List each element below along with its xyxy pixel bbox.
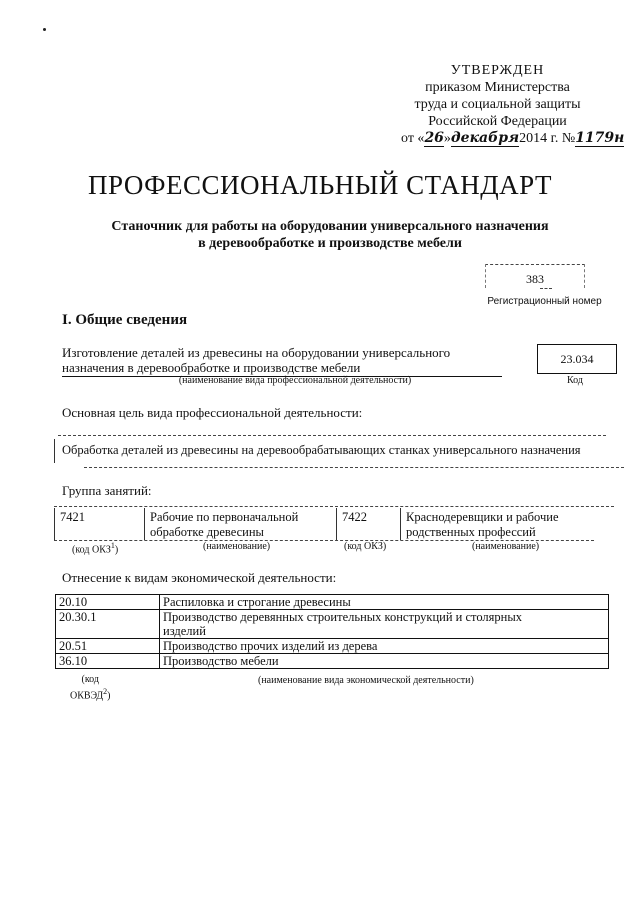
table-row <box>56 654 609 669</box>
okved-code: 36.10 <box>56 654 160 669</box>
approval-heading: УТВЕРЖДЕН <box>450 63 545 78</box>
registration-number: 383 <box>526 272 544 286</box>
goalbox-left-border <box>54 439 55 463</box>
footnote-mark-2: 2 <box>103 687 108 696</box>
standard-name-line-2: в деревообработке и производстве мебели <box>198 236 462 251</box>
approval-line-3: Российской Федерации <box>428 114 567 129</box>
okz-name-1 <box>150 510 298 540</box>
okz-name-2 <box>406 510 559 540</box>
approval-line-1: приказом Министерства <box>425 80 570 95</box>
okz-code-1: 7421 <box>60 510 85 524</box>
date-prefix: от « <box>401 131 425 146</box>
scan-speck <box>43 28 46 31</box>
okved-code-caption-end: ) <box>107 690 111 702</box>
activity-kind-code-caption: Код <box>567 375 583 386</box>
date-mid: » <box>443 131 451 146</box>
okved-code-caption-line-2 <box>70 686 111 702</box>
occupation-top-border <box>54 506 614 507</box>
registration-number-label: Регистрационный номер <box>487 296 602 307</box>
goal-text: Обработка деталей из древесины на деревообрабатывающих станках универсального назначения <box>62 443 581 457</box>
activity-kind-caption: (наименование вида профессиональной деятельности) <box>178 375 412 386</box>
okved-code-caption-text: ОКВЭД <box>70 690 104 702</box>
goal-box <box>54 435 609 467</box>
activity-kind-name <box>62 345 502 377</box>
approval-block <box>395 62 625 147</box>
regbox-top-border <box>485 264 585 265</box>
okz-name-2-line-1: Краснодеревщики и рабочие <box>406 510 559 524</box>
handwritten-order-number: 1179н <box>575 130 625 146</box>
activity-kind-code: 23.034 <box>537 344 617 374</box>
standard-name <box>60 218 600 252</box>
table-row <box>56 610 609 639</box>
occupation-divider-2 <box>336 508 337 540</box>
document-title: ПРОФЕССИОНАЛЬНЫЙ СТАНДАРТ <box>87 170 553 200</box>
table-row <box>56 595 609 610</box>
activity-kind-line-2: назначения в деревообработке и производстве мебели <box>62 360 361 375</box>
okz-name-caption-1: (наименование) <box>203 541 271 552</box>
okved-name: Производство деревянных строительных конструкций и столярных изделий <box>160 610 609 639</box>
goal-label: Основная цель вида профессиональной деятельности: <box>62 405 363 420</box>
occupation-divider-1 <box>144 508 145 540</box>
goalbox-bottom-border <box>84 467 624 468</box>
approval-line-2: труда и социальной защиты <box>414 97 581 112</box>
okved-name-caption: (наименование вида экономической деятельности) <box>258 675 474 686</box>
occupation-left-border <box>54 508 55 540</box>
okz-code-caption-2: (код ОКЗ) <box>344 541 387 552</box>
okved-code-caption-line-1: (код <box>81 674 99 685</box>
activity-kind-line-1: Изготовление деталей из древесины на оборудовании универсального <box>62 345 451 360</box>
okz-code-caption-1 <box>72 541 118 555</box>
occupation-group-row <box>54 506 614 542</box>
okved-table <box>55 594 609 669</box>
okved-name: Распиловка и строгание древесины <box>160 595 609 610</box>
table-row <box>56 639 609 654</box>
approval-date-line <box>395 130 625 147</box>
okved-code: 20.51 <box>56 639 160 654</box>
section-heading: I. Общие сведения <box>62 312 188 328</box>
okved-name: Производство мебели <box>160 654 609 669</box>
okz-name-2-line-2: родственных профессий <box>406 525 536 539</box>
okz-name-caption-2: (наименование) <box>472 541 540 552</box>
okz-code-caption-1-end: ) <box>114 544 119 556</box>
standard-name-line-1: Станочник для работы на оборудовании универсального назначения <box>111 219 549 234</box>
okved-code-caption <box>70 674 111 702</box>
okved-code: 20.10 <box>56 595 160 610</box>
okz-code-caption-1-text: (код ОКЗ <box>72 544 111 556</box>
economic-activity-label: Отнесение к видам экономической деятельности: <box>62 570 337 585</box>
footnote-mark-1: 1 <box>110 541 115 550</box>
goalbox-top-border <box>58 435 606 436</box>
okved-name: Производство прочих изделий из дерева <box>160 639 609 654</box>
okz-name-1-line-1: Рабочие по первоначальной <box>150 510 299 524</box>
handwritten-day: 26 <box>424 130 444 146</box>
okved-code: 20.30.1 <box>56 610 160 639</box>
registration-number-box <box>485 264 585 288</box>
okz-name-1-line-2: обработке древесины <box>150 525 264 539</box>
occupation-divider-3 <box>400 508 401 540</box>
regbox-bottom-mark <box>540 288 552 289</box>
okz-code-2: 7422 <box>342 510 367 524</box>
handwritten-month: декабря <box>450 130 520 146</box>
date-suffix: 2014 г. № <box>519 131 576 146</box>
occupation-group-label: Группа занятий: <box>62 483 152 498</box>
